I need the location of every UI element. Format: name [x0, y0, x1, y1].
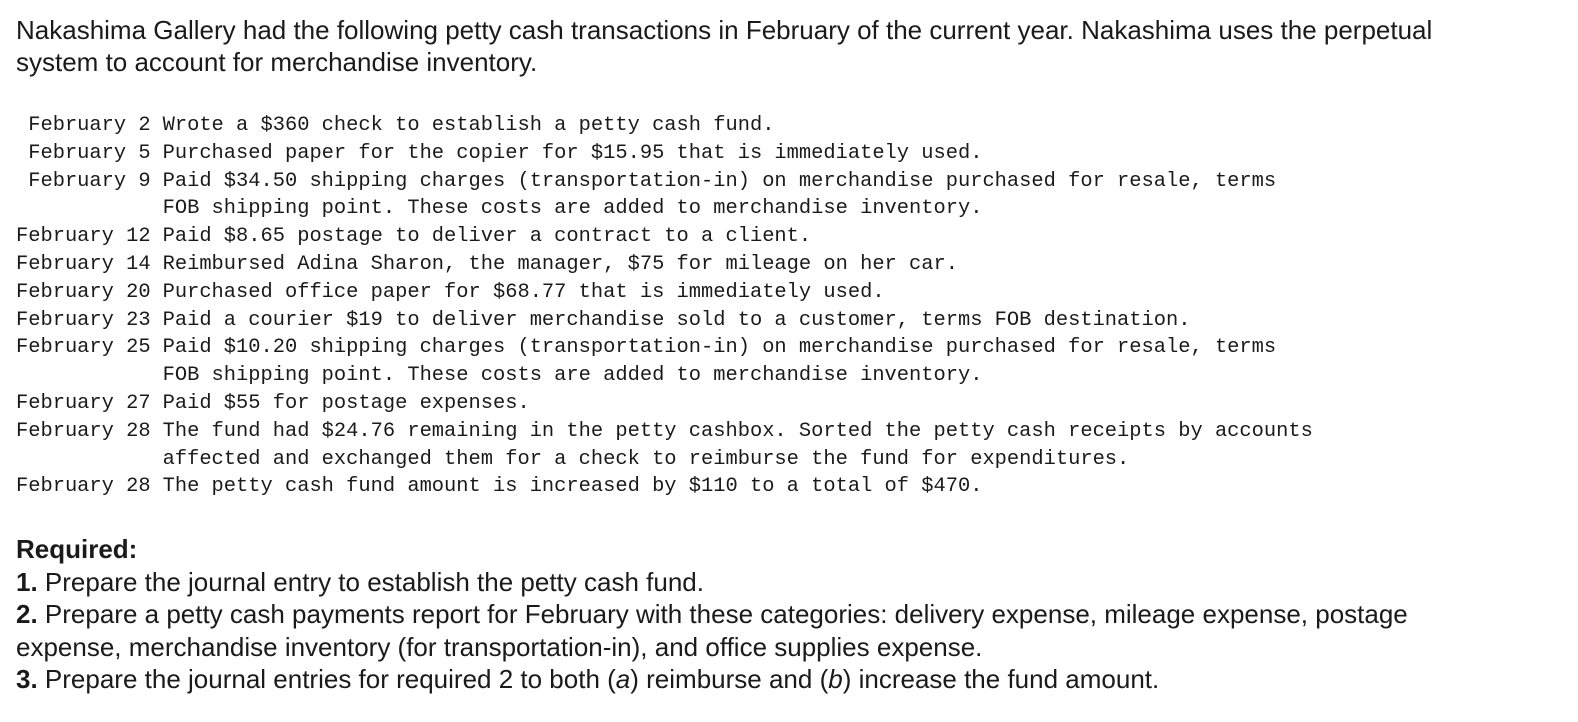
transaction-description: Paid $34.50 shipping charges (transportation-in) on merchandise purchased for resale, terms FOB shipping point. These costs are added to merchandise inventory. — [162, 169, 1277, 221]
transaction-row — [16, 307, 1493, 335]
transaction-description: Paid $55 for postage expenses. — [162, 391, 530, 415]
required-item-2 — [16, 598, 1466, 663]
transaction-date: February 28 — [16, 419, 151, 443]
transaction-row — [16, 334, 1493, 390]
transaction-description: Paid $8.65 postage to deliver a contract to a client. — [162, 225, 812, 249]
transaction-description: Purchased office paper for $68.77 that is immediately used. — [162, 280, 885, 304]
required-item-number: 3. — [16, 664, 38, 694]
transaction-description: Reimbursed Adina Sharon, the manager, $75 for mileage on her car. — [162, 252, 958, 276]
transaction-date: February 2 — [28, 114, 151, 137]
transaction-row — [16, 418, 1493, 474]
required-item-3 — [16, 663, 1466, 696]
required-item-part-b: b — [828, 664, 843, 694]
transaction-row — [16, 251, 1493, 279]
transaction-row — [16, 112, 1493, 140]
required-item-text: Prepare the journal entry to establish the petty cash fund. — [37, 566, 704, 597]
transaction-row — [16, 473, 1493, 501]
transaction-description: Purchased paper for the copier for $15.95 that is immediately used. — [162, 141, 983, 165]
transaction-date: February 9 — [28, 169, 151, 193]
required-item-number: 1. — [16, 566, 38, 597]
transaction-row — [16, 223, 1493, 251]
required-item-1 — [16, 566, 1466, 599]
transaction-row — [16, 279, 1493, 307]
required-heading: Required: — [16, 534, 138, 564]
required-item-text: ) reimburse and ( — [630, 664, 829, 694]
transaction-date: February 14 — [16, 252, 151, 276]
required-item-text: Prepare the journal entries for required 2 to both ( — [37, 664, 616, 694]
transactions-table — [16, 112, 1493, 501]
transaction-date: February 12 — [16, 225, 151, 249]
transaction-date: February 23 — [16, 308, 151, 332]
required-section — [16, 533, 1466, 696]
transaction-description: The petty cash fund amount is increased by $110 to a total of $470. — [162, 475, 983, 499]
transaction-date: February 28 — [16, 475, 151, 499]
required-item-text: Prepare a petty cash payments report for February with these categories: delivery expense, mileage expense, postage expense, merchandise inventory (for transportation-in), and office supplies expense. — [16, 599, 1408, 662]
problem-intro: Nakashima Gallery had the following petty cash transactions in February of the current year. Nakashima uses the perpetual system to account for merchandise inventory. — [16, 15, 1433, 77]
transactions-body — [16, 112, 1493, 501]
required-item-number: 2. — [16, 599, 38, 629]
transaction-date: February 20 — [16, 280, 151, 304]
transaction-date: February 25 — [16, 336, 151, 360]
transaction-date: February 5 — [28, 141, 151, 165]
transaction-date: February 27 — [16, 391, 151, 415]
transaction-description: Paid $10.20 shipping charges (transportation-in) on merchandise purchased for resale, terms FOB shipping point. These costs are added to merchandise inventory. — [162, 336, 1277, 388]
transaction-row — [16, 168, 1493, 224]
transaction-description: Wrote a $360 check to establish a petty cash fund. — [162, 114, 775, 137]
transaction-description: Paid a courier $19 to deliver merchandise sold to a customer, terms FOB destination. — [162, 308, 1191, 332]
transaction-description: The fund had $24.76 remaining in the petty cashbox. Sorted the petty cash receipts by accounts affected and exchanged them for a check to reimburse the fund for expenditures. — [162, 419, 1313, 471]
required-item-part-a: a — [615, 664, 631, 694]
required-item-text: ) increase the fund amount. — [842, 664, 1160, 694]
transaction-row — [16, 140, 1493, 168]
transaction-row — [16, 390, 1493, 418]
